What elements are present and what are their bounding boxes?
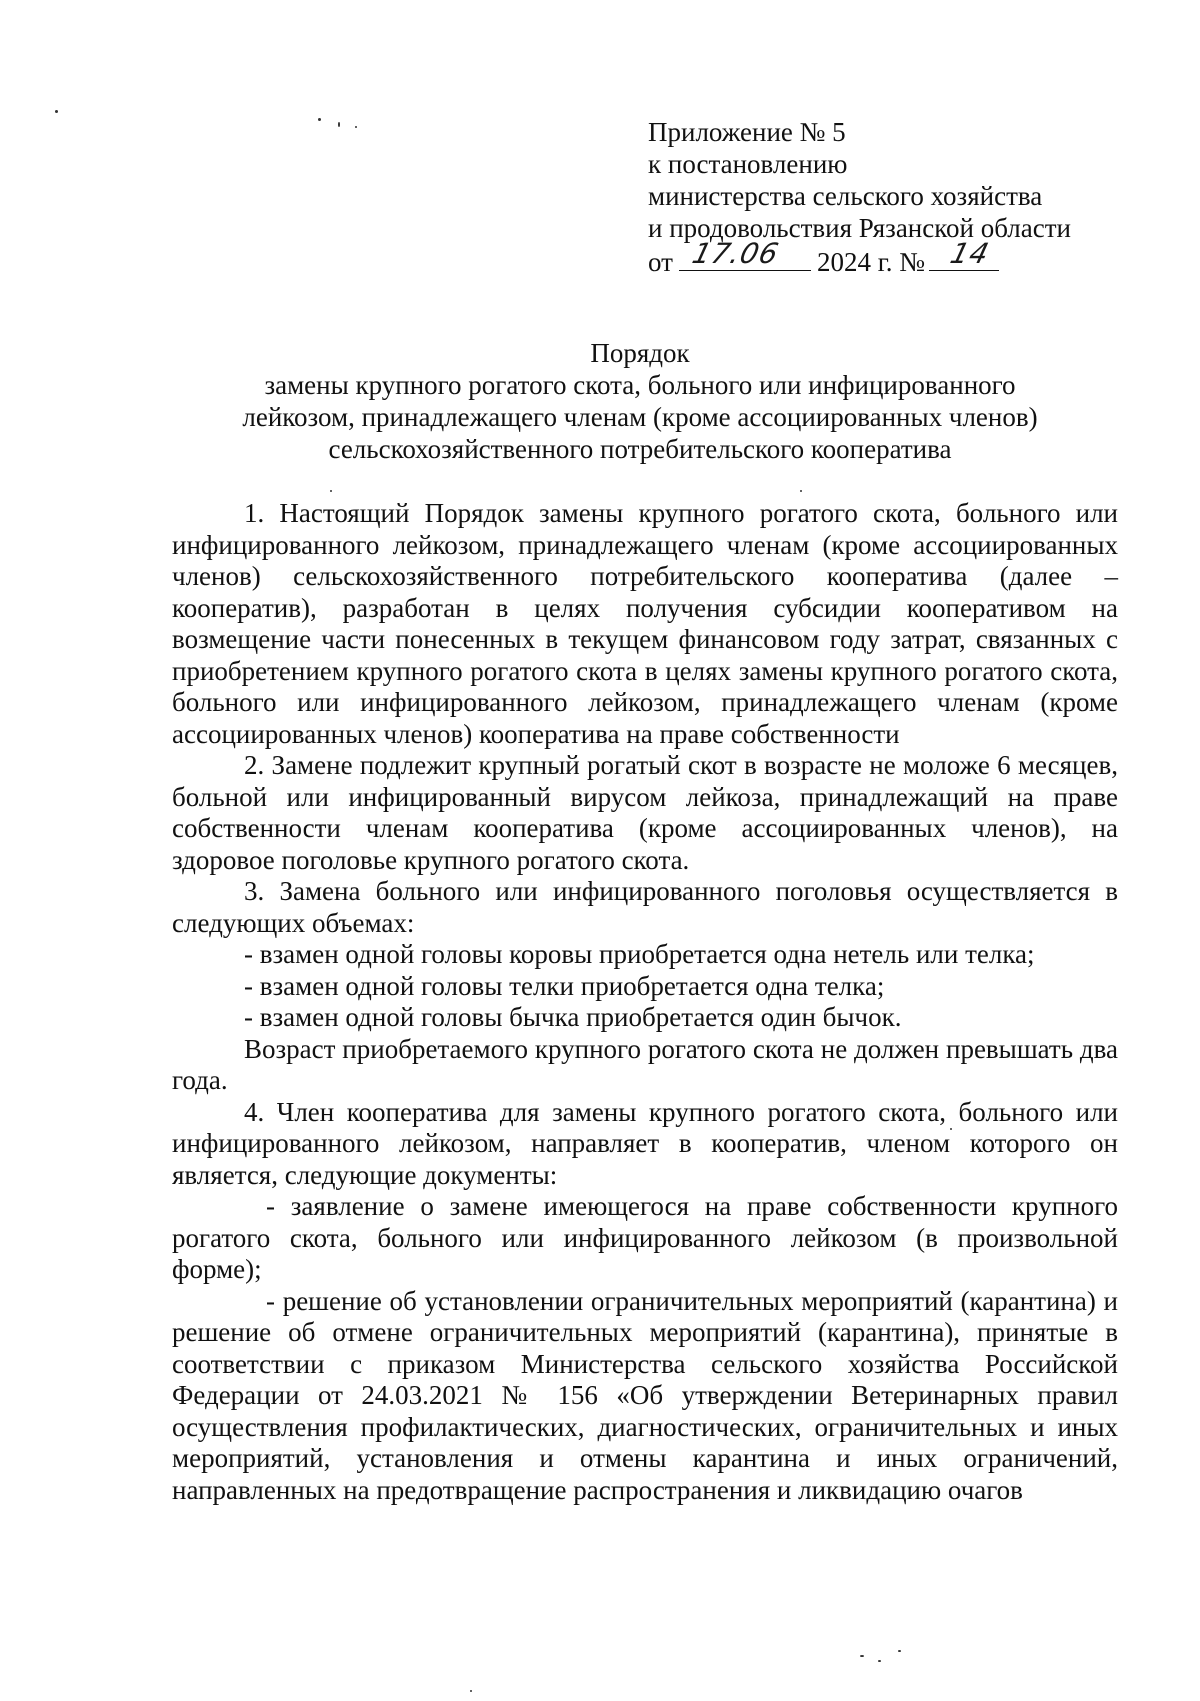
list-item: - взамен одной головы телки приобретается одна телка;: [244, 970, 885, 1001]
scan-speck: [355, 126, 357, 128]
scan-speck: [860, 1655, 864, 1657]
scan-speck: [470, 1690, 472, 1692]
document-body: [172, 498, 1118, 1506]
paragraph-4: 4. Член кооператива для замены крупного рогатого скота, больного или инфицированного лейкозом, направляет в кооператив, членом которого он является, следующие документы:: [172, 1096, 1118, 1190]
scan-speck: [55, 110, 58, 113]
date-prefix: от: [648, 247, 673, 277]
appendix-ref: к постановлению: [648, 149, 848, 179]
title-line: лейкозом, принадлежащего членам (кроме ассоциированных членов): [242, 402, 1038, 432]
appendix-header: [648, 116, 1108, 278]
list-item: - взамен одной головы коровы приобретается одна нетель или телка;: [244, 939, 1035, 969]
scan-speck: [878, 1660, 881, 1662]
scan-speck: [338, 122, 340, 127]
title-line: замены крупного рогатого скота, больного или инфицированного: [264, 370, 1016, 400]
paragraph-3: 3. Замена больного или инфицированного поголовья осуществляется в следующих объемах:: [172, 876, 1118, 938]
handwritten-number: 14: [947, 237, 993, 270]
number-field: [929, 237, 999, 271]
date-field: [679, 237, 811, 271]
handwritten-date: 17.06: [688, 237, 783, 270]
appendix-region: и продовольствия Рязанской области: [648, 213, 1071, 243]
document-title: [150, 337, 1130, 465]
list-item: - решение об установлении ограничительных мероприятий (карантина) и решение об отмене ограничительных мероприятий (карантина), принятые в соответствии с приказом Министерства сельского хозяйства Российской Федерации от 24.03.2021 № 156 «Об утверждении Ветеринарных правил осуществления профилактических, диагностических, ограничительных и иных мероприятий, установления и отмены карантина и иных ограничений, направленных на предотвращение распространения и ликвидацию очагов: [172, 1285, 1118, 1505]
scan-speck: [318, 118, 321, 121]
year-number-label: 2024 г. №: [816, 247, 925, 277]
scan-speck: [800, 490, 802, 492]
title-heading: Порядок: [590, 338, 690, 368]
paragraph-2: 2. Замене подлежит крупный рогатый скот в возрасте не моложе 6 месяцев, больной или инфицированный вирусом лейкоза, принадлежащий на праве собственности членам кооператива (кроме ассоциированных членов), на здоровое поголовье крупного рогатого скота.: [172, 750, 1118, 875]
appendix-ministry: министерства сельского хозяйства: [648, 181, 1043, 211]
paragraph-1: 1. Настоящий Порядок замены крупного рогатого скота, больного или инфицированного лейкозом, принадлежащего членам (кроме ассоциированных членов) сельскохозяйственного потребительского кооператива (далее – кооператив), разработан в целях получения субсидии кооперативом на возмещение части понесенных в текущем финансовом году затрат, связанных с приобретением крупного рогатого скота в целях замены крупного рогатого скота, больного или инфицированного лейкозом, принадлежащего членам (кроме ассоциированных членов) кооператива на праве собственности: [172, 498, 1118, 749]
title-line: сельскохозяйственного потребительского кооператива: [328, 434, 952, 464]
appendix-number: Приложение № 5: [648, 117, 846, 147]
scan-speck: [330, 490, 332, 492]
list-item: - взамен одной головы бычка приобретается один бычок.: [244, 1002, 902, 1032]
paragraph-age: Возраст приобретаемого крупного рогатого скота не должен превышать два года.: [172, 1033, 1118, 1095]
scan-speck: [898, 1650, 901, 1652]
list-item: - заявление о замене имеющегося на праве собственности крупного рогатого скота, больного или инфицированного лейкозом (в произвольной форме);: [172, 1191, 1118, 1284]
appendix-date-line: [648, 237, 1108, 278]
